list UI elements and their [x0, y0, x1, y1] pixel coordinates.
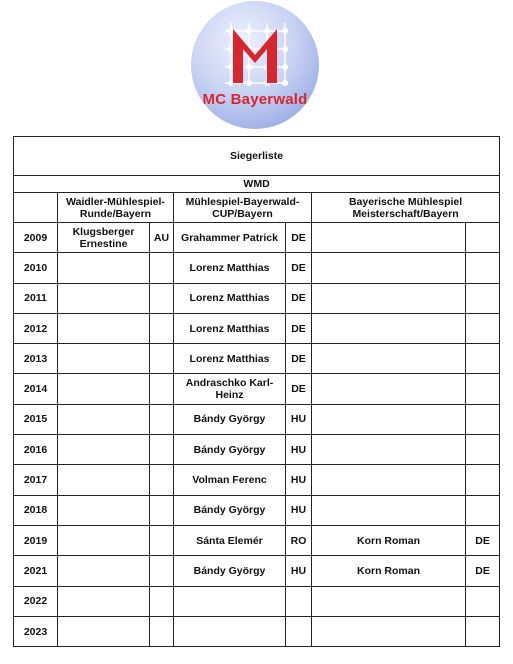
cup-country-cell: DE	[286, 344, 312, 374]
waidler-winner-cell	[58, 435, 150, 465]
meisterschaft-winner-cell	[312, 344, 466, 374]
mill-board-icon	[191, 1, 319, 129]
club-logo	[191, 1, 319, 129]
table-row	[14, 344, 500, 374]
year-cell: 2019	[14, 525, 58, 555]
logo-wordmark: MC Bayerwald	[202, 91, 308, 108]
table-row	[14, 223, 500, 253]
cup-winner-cell: Volman Ferenc	[174, 465, 286, 495]
cup-country-cell: HU	[286, 495, 312, 525]
cup-winner-cell: Lorenz Matthias	[174, 283, 286, 313]
meisterschaft-country-cell: DE	[466, 525, 500, 555]
column-header-bayerwald-cup: Mühlespiel-Bayerwald-CUP/Bayern	[174, 193, 312, 223]
meisterschaft-winner-cell	[312, 223, 466, 253]
cup-country-cell: HU	[286, 404, 312, 434]
waidler-winner-cell	[58, 283, 150, 313]
cup-country-cell: DE	[286, 283, 312, 313]
waidler-winner-cell	[58, 556, 150, 586]
waidler-country-cell	[150, 465, 174, 495]
waidler-winner-cell	[58, 525, 150, 555]
meisterschaft-country-cell	[466, 435, 500, 465]
column-header-waidler: Waidler-Mühlespiel-Runde/Bayern	[58, 193, 174, 223]
year-cell: 2009	[14, 223, 58, 253]
cup-country-cell: HU	[286, 556, 312, 586]
meisterschaft-country-cell	[466, 313, 500, 343]
cup-country-cell	[286, 616, 312, 646]
cup-winner-cell: Andraschko Karl-Heinz	[174, 374, 286, 404]
year-cell: 2012	[14, 313, 58, 343]
meisterschaft-winner-cell	[312, 465, 466, 495]
cup-country-cell: DE	[286, 253, 312, 283]
waidler-country-cell	[150, 586, 174, 616]
meisterschaft-winner-cell	[312, 586, 466, 616]
waidler-country-cell	[150, 404, 174, 434]
waidler-winner-cell	[58, 616, 150, 646]
meisterschaft-country-cell: DE	[466, 556, 500, 586]
cup-country-cell: HU	[286, 435, 312, 465]
table-row	[14, 616, 500, 646]
cup-winner-cell: Grahammer Patrick	[174, 223, 286, 253]
table-row	[14, 435, 500, 465]
year-cell: 2010	[14, 253, 58, 283]
cup-country-cell: HU	[286, 465, 312, 495]
waidler-country-cell	[150, 616, 174, 646]
year-cell: 2023	[14, 616, 58, 646]
cup-winner-cell: Lorenz Matthias	[174, 253, 286, 283]
meisterschaft-country-cell	[466, 344, 500, 374]
table-title: Siegerliste	[14, 137, 500, 176]
year-cell: 2021	[14, 556, 58, 586]
year-cell: 2022	[14, 586, 58, 616]
cup-winner-cell	[174, 616, 286, 646]
meisterschaft-country-cell	[466, 586, 500, 616]
meisterschaft-winner-cell	[312, 495, 466, 525]
meisterschaft-country-cell	[466, 404, 500, 434]
winners-table	[13, 136, 500, 647]
cup-winner-cell: Bándy György	[174, 435, 286, 465]
meisterschaft-winner-cell: Korn Roman	[312, 525, 466, 555]
waidler-country-cell	[150, 495, 174, 525]
cup-winner-cell	[174, 586, 286, 616]
meisterschaft-winner-cell	[312, 616, 466, 646]
waidler-country-cell: AU	[150, 223, 174, 253]
waidler-country-cell	[150, 556, 174, 586]
table-row	[14, 586, 500, 616]
meisterschaft-country-cell	[466, 283, 500, 313]
meisterschaft-country-cell	[466, 223, 500, 253]
waidler-country-cell	[150, 374, 174, 404]
column-header-meisterschaft: Bayerische Mühlespiel Meisterschaft/Bayern	[312, 193, 500, 223]
cup-winner-cell: Bándy György	[174, 404, 286, 434]
meisterschaft-winner-cell	[312, 253, 466, 283]
waidler-country-cell	[150, 344, 174, 374]
table-subtitle: WMD	[14, 176, 500, 193]
waidler-country-cell	[150, 525, 174, 555]
meisterschaft-winner-cell	[312, 283, 466, 313]
cup-country-cell: DE	[286, 223, 312, 253]
cup-country-cell: DE	[286, 374, 312, 404]
year-cell: 2015	[14, 404, 58, 434]
meisterschaft-winner-cell	[312, 374, 466, 404]
meisterschaft-country-cell	[466, 616, 500, 646]
table-row	[14, 283, 500, 313]
cup-country-cell	[286, 586, 312, 616]
waidler-winner-cell	[58, 374, 150, 404]
waidler-winner-cell	[58, 586, 150, 616]
meisterschaft-winner-cell: Korn Roman	[312, 556, 466, 586]
waidler-country-cell	[150, 313, 174, 343]
header-year-cell	[14, 193, 58, 223]
year-cell: 2013	[14, 344, 58, 374]
meisterschaft-country-cell	[466, 374, 500, 404]
year-cell: 2017	[14, 465, 58, 495]
waidler-winner-cell	[58, 495, 150, 525]
meisterschaft-winner-cell	[312, 404, 466, 434]
waidler-country-cell	[150, 435, 174, 465]
cup-winner-cell: Bándy György	[174, 556, 286, 586]
meisterschaft-country-cell	[466, 465, 500, 495]
cup-country-cell: DE	[286, 313, 312, 343]
table-row	[14, 495, 500, 525]
cup-winner-cell: Lorenz Matthias	[174, 313, 286, 343]
meisterschaft-country-cell	[466, 253, 500, 283]
table-row	[14, 556, 500, 586]
table-row	[14, 525, 500, 555]
table-row	[14, 253, 500, 283]
waidler-winner-cell	[58, 344, 150, 374]
year-cell: 2014	[14, 374, 58, 404]
meisterschaft-winner-cell	[312, 435, 466, 465]
meisterschaft-country-cell	[466, 495, 500, 525]
cup-winner-cell: Sánta Elemér	[174, 525, 286, 555]
waidler-winner-cell: Klugsberger Ernestine	[58, 223, 150, 253]
waidler-winner-cell	[58, 313, 150, 343]
table-row	[14, 374, 500, 404]
cup-country-cell: RO	[286, 525, 312, 555]
table-row	[14, 465, 500, 495]
waidler-winner-cell	[58, 404, 150, 434]
meisterschaft-winner-cell	[312, 313, 466, 343]
cup-winner-cell: Lorenz Matthias	[174, 344, 286, 374]
waidler-country-cell	[150, 283, 174, 313]
waidler-country-cell	[150, 253, 174, 283]
waidler-winner-cell	[58, 465, 150, 495]
waidler-winner-cell	[58, 253, 150, 283]
year-cell: 2016	[14, 435, 58, 465]
cup-winner-cell: Bándy György	[174, 495, 286, 525]
year-cell: 2011	[14, 283, 58, 313]
table-row	[14, 404, 500, 434]
year-cell: 2018	[14, 495, 58, 525]
table-row	[14, 313, 500, 343]
